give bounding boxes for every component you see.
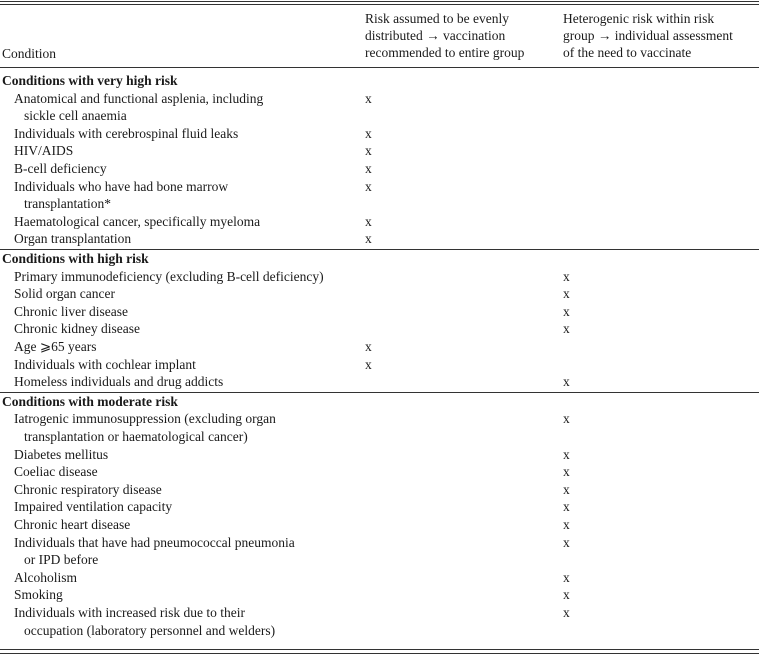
condition-line: Individuals that have had pneumococcal pneumonia [14,534,295,550]
condition-name [14,604,275,639]
condition-line: Anatomical and functional asplenia, including [14,90,264,106]
condition-line: Individuals with cochlear implant [14,356,196,372]
hetero-mark: x [563,374,570,390]
bottom-rule-2 [0,653,759,654]
condition-line: transplantation* [24,196,111,212]
section-heading: Conditions with high risk [2,251,149,266]
condition-line: Age ⩾65 years [14,339,97,354]
even-mark: x [365,178,372,194]
condition-name [14,356,196,374]
even-mark: x [365,143,372,159]
condition-name [14,569,77,587]
condition-line: Impaired ventilation capacity [14,499,173,515]
condition-name [14,516,130,534]
header-even-distribution [365,10,524,61]
condition-line: Individuals with cerebrospinal fluid leaks [14,125,239,141]
even-mark: x [365,356,372,372]
header-even-line: recommended to entire group [365,45,525,60]
condition-name [14,481,162,499]
condition-name [14,463,98,481]
condition-line: Chronic kidney disease [14,321,140,337]
hetero-mark: x [563,499,570,515]
condition-line: Chronic respiratory disease [14,481,162,497]
condition-name [14,213,260,231]
condition-line: Haematological cancer, specifically myeloma [14,213,261,229]
condition-name [14,534,295,569]
even-mark: x [365,125,372,141]
condition-name [14,268,324,286]
header-even-line: distributed → vaccination [365,28,506,43]
header-heterogenic [563,10,733,61]
condition-line: Alcoholism [14,569,77,585]
even-mark: x [365,339,372,354]
hetero-mark: x [563,303,570,319]
condition-line: sickle cell anaemia [24,108,127,124]
header-condition: Condition [2,46,57,61]
condition-name [14,338,97,356]
condition-name [14,410,276,445]
hetero-mark: x [563,411,570,427]
condition-line: Homeless individuals and drug addicts [14,374,224,390]
hetero-mark: x [563,587,570,603]
condition-name [14,125,238,143]
even-mark: x [365,90,372,106]
condition-line: or IPD before [24,552,99,568]
condition-name [14,160,107,178]
condition-line: Chronic heart disease [14,517,131,532]
condition-name [14,446,108,464]
header-even-line: Risk assumed to be evenly [365,11,509,26]
hetero-mark: x [563,268,570,284]
section-heading: Conditions with very high risk [2,73,178,88]
hetero-mark: x [563,321,570,337]
condition-line: Solid organ cancer [14,286,115,302]
condition-name [14,285,115,303]
condition-line: transplantation or haematological cancer) [24,428,248,444]
condition-line: Chronic liver disease [14,303,128,319]
condition-line: Iatrogenic immunosuppression (excluding organ [14,411,276,427]
hetero-mark: x [563,481,570,497]
hetero-mark: x [563,534,570,550]
hetero-mark: x [563,446,570,462]
condition-line: Smoking [14,587,63,603]
condition-line: Organ transplantation [14,231,132,247]
condition-name [14,178,228,213]
condition-line: Coeliac disease [14,464,98,480]
header-hetero-line: Heterogenic risk within risk [563,11,715,26]
even-mark: x [365,231,372,247]
top-rule-1 [0,1,759,2]
condition-line: Primary immunodeficiency (excluding B-cell deficiency) [14,268,324,284]
bottom-rule-1 [0,649,759,650]
condition-line: Individuals with increased risk due to their [14,605,245,620]
condition-name [14,90,263,125]
condition-name [14,142,73,160]
hetero-mark: x [563,569,570,585]
condition-line: B-cell deficiency [14,161,107,176]
condition-name [14,586,63,604]
condition-name [14,373,223,391]
even-mark: x [365,161,372,176]
even-mark: x [365,213,372,229]
hetero-mark: x [563,605,570,620]
condition-name [14,498,172,516]
condition-name [14,303,128,321]
condition-line: Diabetes mellitus [14,446,109,462]
condition-name [14,230,131,248]
condition-line: occupation (laboratory personnel and welders) [24,622,276,638]
section-heading: Conditions with moderate risk [2,393,178,409]
top-rule-2 [0,4,759,5]
header-hetero-line: of the need to vaccinate [563,45,692,60]
header-hetero-line: group → individual assessment [563,28,733,43]
header-rule [0,67,759,68]
condition-line: HIV/AIDS [14,143,74,159]
hetero-mark: x [563,517,570,532]
condition-line: Individuals who have had bone marrow [14,178,229,194]
hetero-mark: x [563,286,570,302]
hetero-mark: x [563,464,570,480]
condition-name [14,320,140,338]
